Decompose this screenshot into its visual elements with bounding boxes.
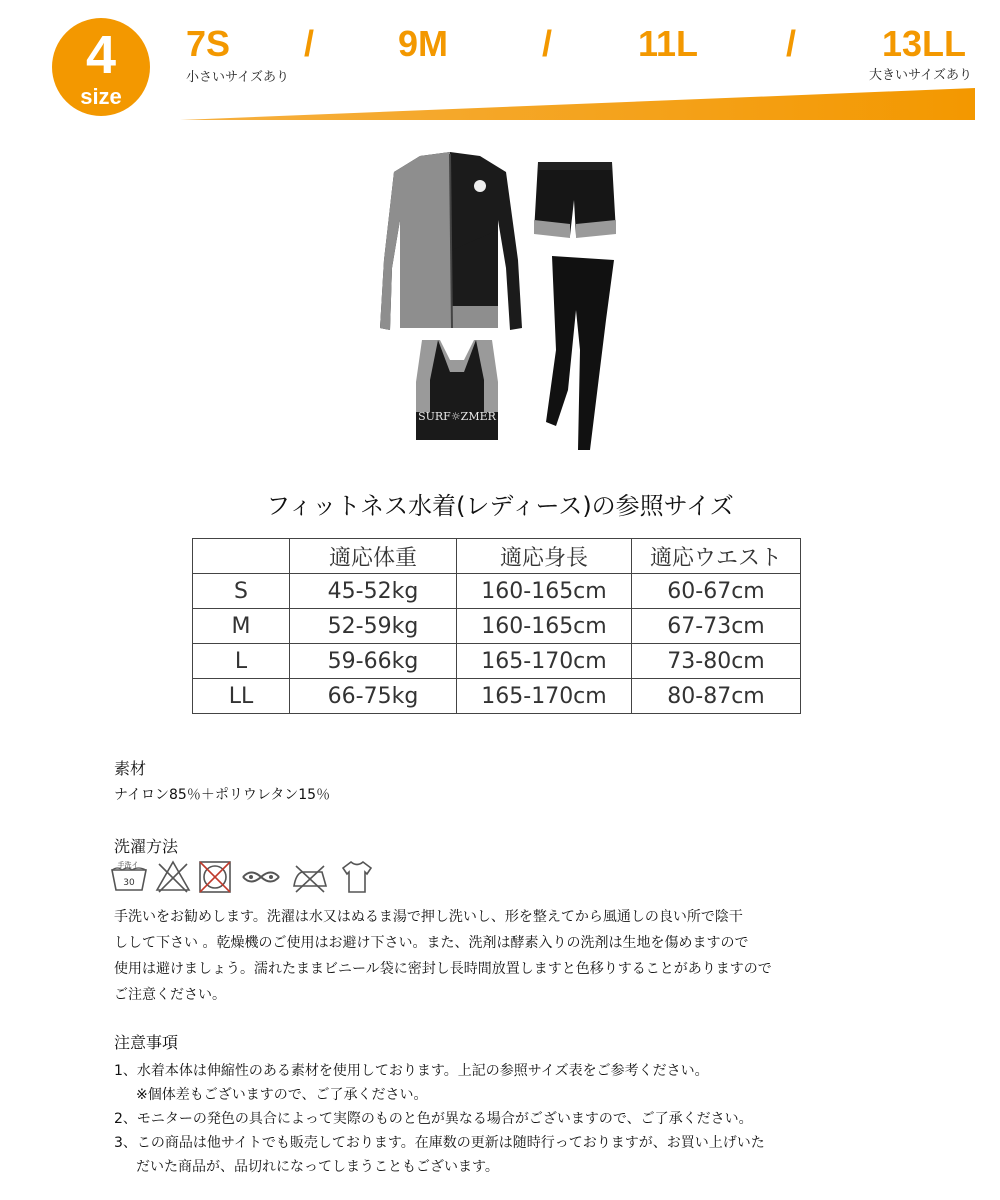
note-line: だいた商品が、品切れになってしまうこともございます。 <box>136 1159 499 1175</box>
svg-text:30: 30 <box>123 878 135 888</box>
size-options-row <box>186 24 972 64</box>
waist-cell: 60-67cm <box>632 574 801 609</box>
size-cell: L <box>193 644 290 679</box>
no-bleach-icon <box>155 858 191 896</box>
material-text: ナイロン85％＋ポリウレタン15％ <box>114 787 331 803</box>
orange-wedge-bar <box>180 86 975 122</box>
care-text-line: ご注意ください。 <box>114 987 226 1003</box>
hand-wash-30-icon <box>108 858 150 896</box>
size-cell: M <box>193 609 290 644</box>
sports-bra-illustration <box>416 340 498 440</box>
note-line: ※個体差もございますので、ご了承ください。 <box>136 1087 428 1103</box>
note-line: 3、この商品は他サイトでも販売しております。在庫数の更新は随時行っておりますが、お買い上げいた <box>114 1135 765 1151</box>
waist-cell: 67-73cm <box>632 609 801 644</box>
product-image <box>380 150 620 466</box>
height-cell: 165-170cm <box>457 679 632 714</box>
table-row <box>193 644 801 679</box>
note-line: 2、モニターの発色の具合によって実際のものと色が異なる場合がございますので、ご了承ください。 <box>114 1111 753 1127</box>
table-header-row <box>193 539 801 574</box>
svg-text:手洗イ: 手洗イ <box>117 861 139 869</box>
badge-word: size <box>80 84 122 109</box>
waist-cell: 80-87cm <box>632 679 801 714</box>
no-wring-icon <box>239 858 283 896</box>
size-cell: S <box>193 574 290 609</box>
table-row <box>193 679 801 714</box>
size-separator: / <box>542 23 553 64</box>
notes-heading: 注意事項 <box>114 1033 179 1052</box>
brand-print: SURF☼ZMER <box>418 410 496 423</box>
size-cell: LL <box>193 679 290 714</box>
care-text-line: しして下さい 。乾燥機のご使用はお避け下さい。また、洗剤は酵素入りの洗剤は生地を傷めますので <box>114 935 749 951</box>
size-count-badge <box>52 18 150 116</box>
size-11l: 11L <box>638 23 699 64</box>
size-table-title: フィットネス水着(レディース)の参照サイズ <box>266 492 734 520</box>
waist-cell: 73-80cm <box>632 644 801 679</box>
weight-cell: 45-52kg <box>290 574 457 609</box>
weight-cell: 59-66kg <box>290 644 457 679</box>
size-separator: / <box>304 23 315 64</box>
header-cell: 適応体重 <box>290 539 457 574</box>
header-cell: 適応身長 <box>457 539 632 574</box>
table-row <box>193 574 801 609</box>
badge-number: 4 <box>85 25 117 85</box>
weight-cell: 52-59kg <box>290 609 457 644</box>
hang-dry-icon <box>337 858 377 896</box>
shorts-illustration <box>534 162 616 238</box>
height-cell: 160-165cm <box>457 609 632 644</box>
small-size-note: 小さいサイズあり <box>186 70 289 85</box>
table-row <box>193 609 801 644</box>
size-table <box>192 538 801 714</box>
care-text-line: 手洗いをお勧めします。洗濯は水又はぬるま湯で押し洗いし、形を整えてから風通しの良い所で陰干 <box>114 909 743 925</box>
header-cell: 適応ウエスト <box>632 539 801 574</box>
height-cell: 160-165cm <box>457 574 632 609</box>
header-cell <box>193 539 290 574</box>
leggings-illustration <box>546 256 614 450</box>
size-13ll: 13LL <box>882 23 967 64</box>
care-text-line: 使用は避けましょう。濡れたままビニール袋に密封し長時間放置しますと色移りすることがありますので <box>114 961 772 977</box>
no-tumble-dry-icon <box>196 858 234 896</box>
size-9m: 9M <box>398 23 449 64</box>
no-iron-icon <box>288 858 332 896</box>
large-size-note: 大きいサイズあり <box>869 68 972 83</box>
height-cell: 165-170cm <box>457 644 632 679</box>
size-separator: / <box>786 23 797 64</box>
care-icons-row <box>108 858 377 896</box>
size-7s: 7S <box>186 23 231 64</box>
material-heading: 素材 <box>114 759 147 778</box>
note-line: 1、水着本体は伸縮性のある素材を使用しております。上記の参照サイズ表をご参考ください。 <box>114 1063 709 1079</box>
jacket-illustration <box>380 152 522 330</box>
care-heading: 洗濯方法 <box>114 837 179 856</box>
weight-cell: 66-75kg <box>290 679 457 714</box>
